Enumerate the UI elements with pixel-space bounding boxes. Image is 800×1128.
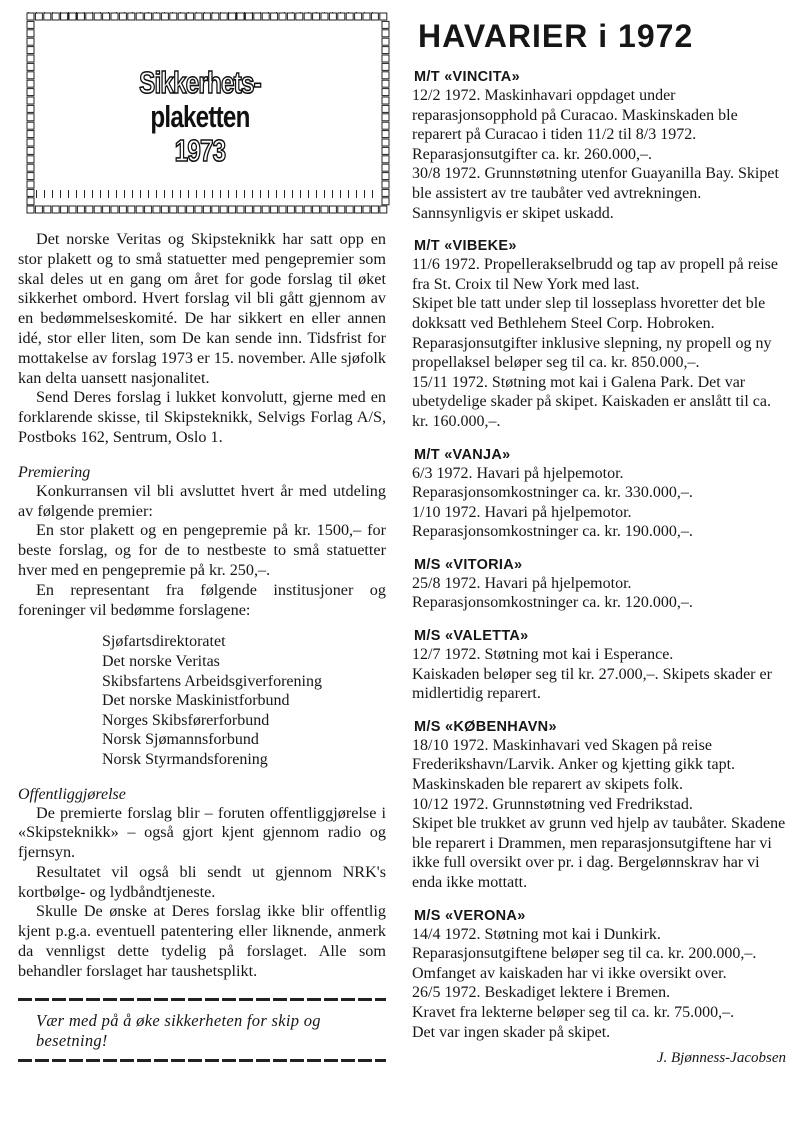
publication-heading: Offentliggjørelse — [18, 785, 126, 803]
ship-section — [412, 68, 788, 223]
incident-entry: Kravet fra lekterne beløper seg til ca. kr. 75.000,–. — [412, 1003, 735, 1021]
premiering-paragraph-1: Konkurransen vil bli avsluttet hvert år med utdeling av følgende premier: — [18, 481, 386, 520]
incident-entry: Kaiskaden beløper seg til kr. 27.000,–. Skipets skader er midlertidig reparert. — [412, 665, 772, 703]
divider-top — [18, 998, 386, 1001]
publication-paragraph-3: Skulle De ønske at Deres forslag ikke blir offentlig kjent p.g.a. eventuell patentering eller liknende, anmerk da vennligst dette tydelig på forslaget. Alle som behandler forslaget har taushetsplikt. — [18, 902, 386, 980]
divider-bottom — [18, 1059, 386, 1062]
plaque-title-line1: Sikkerhets- — [139, 65, 261, 100]
plaque-title-line2: plaketten — [150, 99, 250, 134]
incident-entry: 18/10 1972. Maskinhavari ved Skagen på reise Frederikshavn/Larvik. Anker og kjetting gikk tapt. Maskinskaden ble reparert av skipets folk. — [412, 736, 736, 794]
ship-section — [412, 446, 788, 542]
plaque-banner — [18, 4, 382, 206]
incident-entry: 10/12 1972. Grunnstøtning ved Fredrikstad. — [412, 795, 693, 813]
ship-name: M/T «VANJA» — [414, 446, 511, 463]
ship-section — [412, 237, 788, 431]
slogan: Vær med på å øke sikkerheten for skip og besetning! — [36, 1010, 321, 1050]
ship-name: M/S «VALETTA» — [414, 628, 529, 645]
publication-paragraph-2: Resultatet vil også bli sendt ut gjennom NRK's kortbølge- og lydbåndtjeneste. — [18, 862, 386, 901]
list-item: Sjøfartsdirektoratet — [102, 633, 226, 651]
ship-name: M/S «KØBENHAVN» — [414, 718, 557, 735]
page-title: HAVARIER i 1972 — [418, 18, 694, 54]
right-column — [412, 4, 788, 1067]
incident-entry: Det var ingen skader på skipet. — [412, 1023, 611, 1041]
incident-entry: Reparasjonsomkostninger ca. kr. 330.000,–. — [412, 484, 693, 502]
list-item: Norges Skibsførerforbund — [102, 711, 270, 729]
incident-entry: 11/6 1972. Propellerakselbrudd og tap av propell på reise fra St. Croix til New York med last. — [412, 256, 778, 293]
incident-entry: Omfanget av kaiskaden har vi ikke oversikt over. — [412, 964, 727, 982]
incident-entry: Skipet ble tatt under slep til losseplass hvoretter det ble dokksatt ved Bethlehem Steel Corp. Hobroken. Reparasjonsutgifter inklusive slepning, ny propell og ny propellaksel beløper seg til ca. kr. 850.000,–. — [412, 295, 772, 372]
premiering-heading: Premiering — [18, 463, 91, 481]
list-item: Norsk Styrmandsforening — [102, 750, 268, 768]
list-item: Det norske Maskinistforbund — [102, 692, 290, 710]
list-item: Det norske Veritas — [102, 652, 220, 670]
incident-entry: 25/8 1972. Havari på hjelpemotor. — [412, 574, 632, 592]
list-item: Skibsfartens Arbeidsgiverforening — [102, 672, 322, 690]
intro-paragraph-1: Det norske Veritas og Skipsteknikk har satt opp en stor plakett og to små statuetter med pengepremier som skal deles ut en gang om året for gode forslag til øket sikkerhet ombord. Hvert forslag vil bli gått gjennom av en bedømmelseskomité. De har sikkert en eller annen idé, stor eller liten, som De kan sende inn. Tidsfrist for mottakelse av forslag 1973 er 15. november. Alle sjøfolk kan delta uansett nasjonalitet. — [18, 230, 386, 387]
ship-section — [412, 627, 788, 704]
ship-section — [412, 907, 788, 1043]
incident-entry: 26/5 1972. Beskadiget lektere i Bremen. — [412, 984, 671, 1002]
left-column — [18, 4, 386, 1062]
incident-entry: 12/7 1972. Støtning mot kai i Esperance. — [412, 646, 674, 664]
incident-entry: 14/4 1972. Støtning mot kai i Dunkirk. — [412, 925, 661, 943]
premiering-paragraph-2: En stor plakett og en pengepremie på kr. 1500,– for beste forslag, og for de to nestbeste to små statuetter hver med en pengepremie på kr. 250,–. — [18, 521, 386, 579]
ship-section — [412, 718, 788, 893]
ship-name: M/S «VERONA» — [414, 907, 526, 924]
intro-paragraph-2: Send Deres forslag i lukket konvolutt, gjerne med en forklarende skisse, til Skipsteknikk, Selvigs Forlag A/S, Postboks 162, Sentrum, Oslo 1. — [18, 388, 386, 446]
incident-entry: Skipet ble trukket av grunn ved hjelp av taubåter. Skadene ble reparert i Drammen, men reparasjonsutgiftene har vi ikke full oversikt over pr. i dag. Bergelønnskrav har vi enda ikke mottatt. — [412, 815, 786, 891]
organization-list — [102, 632, 386, 769]
incident-entry: 6/3 1972. Havari på hjelpemotor. — [412, 464, 624, 482]
ship-name: M/T «VINCITA» — [414, 69, 520, 85]
list-item: Norsk Sjømannsforbund — [102, 731, 259, 749]
publication-paragraph-1: De premierte forslag blir – foruten offentliggjørelse i «Skipsteknikk» – også gjort kjent gjennom radio og fjernsyn. — [18, 803, 386, 862]
ship-name: M/S «VITORIA» — [414, 556, 523, 573]
incident-entry: 30/8 1972. Grunnstøtning utenfor Guayanilla Bay. Skipet ble assistert av tre taubåter ved avtrekningen. Sannsynligvis er skipet uskadd. — [412, 165, 779, 222]
incident-entry: 1/10 1972. Havari på hjelpemotor. — [412, 503, 632, 521]
incident-entry: Reparasjonsomkostninger ca. kr. 120.000,–. — [412, 594, 693, 612]
ship-section — [412, 556, 788, 613]
ship-name: M/T «VIBEKE» — [414, 238, 517, 255]
premiering-paragraph-3: En representant fra følgende institusjoner og foreninger vil bedømme forslagene: — [18, 580, 386, 619]
incident-entry: 12/2 1972. Maskinhavari oppdaget under reparasjonsopphold på Curacao. Maskinskaden ble reparert på Curacao i tiden 11/2 til 8/3 1972. Reparasjonsutgifter ca. kr. 260.000,–. — [412, 87, 738, 163]
incident-entry: 15/11 1972. Støtning mot kai i Galena Park. Det var ubetydelige skader på skipet. Kaiskaden er anslått til ca. kr. 160.000,–. — [412, 373, 771, 430]
plaque-title-line3: 1973 — [174, 133, 226, 168]
plaque-title — [64, 66, 335, 168]
author-signature: J. Bjønness-Jacobsen — [656, 1050, 786, 1067]
incident-entry: Reparasjonsutgiftene beløper seg til ca. kr. 200.000,–. — [412, 945, 757, 963]
incident-entry: Reparasjonsomkostninger ca. kr. 190.000,–. — [412, 523, 693, 541]
